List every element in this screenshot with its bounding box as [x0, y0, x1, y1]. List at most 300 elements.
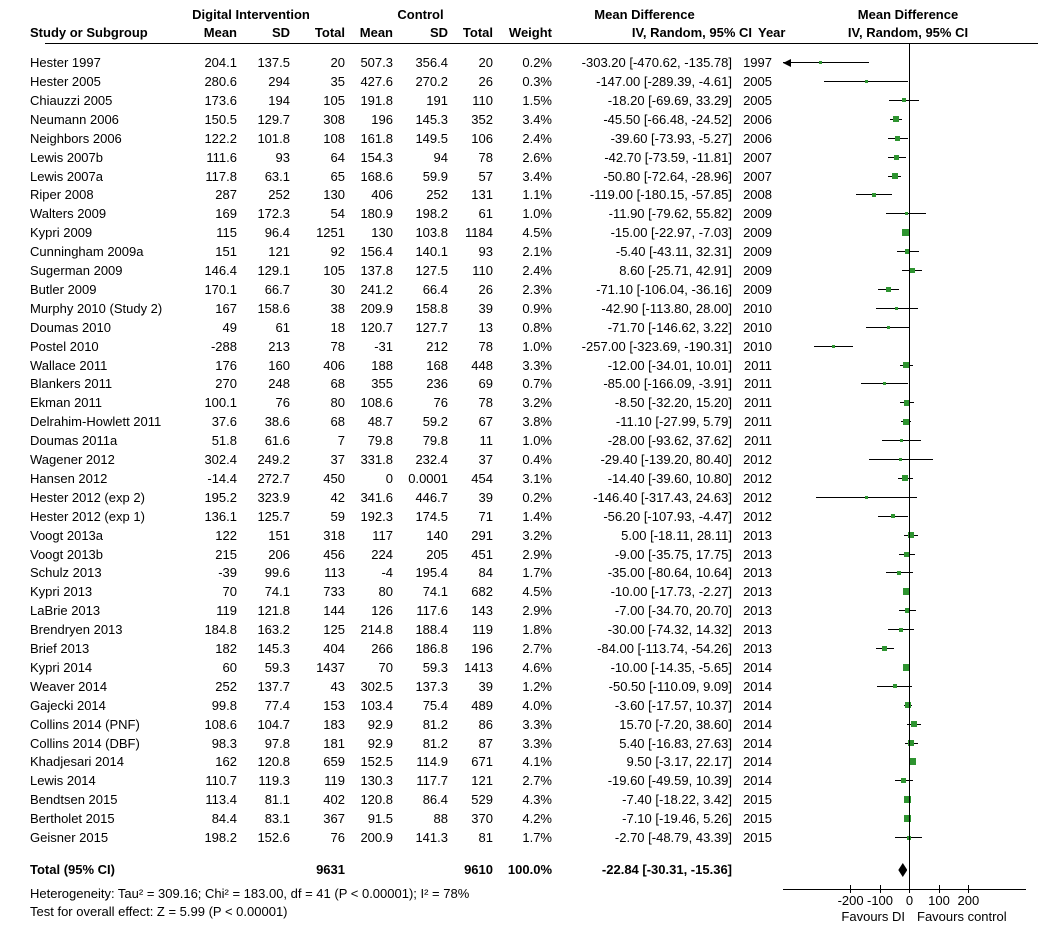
di-total: 54 [330, 206, 345, 222]
ctrl-mean: 137.8 [360, 263, 393, 278]
ctrl-sd: 114.9 [416, 754, 448, 770]
effect-marker [902, 98, 906, 102]
study-name: Neumann 2006 [30, 111, 119, 127]
effect-marker [902, 229, 909, 236]
weight-value: 2.9% [522, 546, 552, 562]
di-sd: 121.8 [257, 603, 290, 619]
year-value: 2007 [743, 149, 772, 165]
ci-text: 15.70 [-7.20, 38.60] [619, 716, 732, 732]
year-value: 2009 [743, 206, 772, 222]
ctrl-total: 671 [471, 754, 493, 770]
di-total: 105 [323, 92, 345, 108]
favours-left-label: Favours DI [841, 909, 905, 924]
table-row [0, 545, 1040, 564]
di-sd: 152.6 [257, 830, 290, 845]
di-total: 113 [324, 565, 345, 581]
di-sd: 66.7 [264, 281, 290, 297]
year-value: 2011 [744, 357, 772, 373]
ci-text: -5.40 [-43.11, 32.31] [615, 244, 732, 260]
study-name: Gajecki 2014 [30, 697, 106, 713]
weight-value: 2.7% [522, 641, 552, 656]
weight-value: 3.8% [522, 414, 552, 430]
ctrl-sd: 75.4 [422, 697, 448, 713]
ctrl-mean: 79.8 [367, 433, 393, 449]
ctrl-sd: 117.7 [416, 773, 448, 789]
ctrl-sd: 76 [433, 395, 448, 411]
year-value: 2009 [743, 225, 772, 241]
year-value: 2011 [744, 414, 772, 430]
ci-text: -18.20 [-69.69, 33.29] [607, 92, 732, 108]
di-sd: 252 [268, 187, 290, 203]
table-row [0, 148, 1040, 167]
di-sd: 61 [275, 319, 290, 335]
ctrl-mean: 152.5 [360, 754, 393, 770]
di-mean: 252 [215, 678, 237, 694]
ctrl-mean: 103.4 [360, 697, 393, 713]
di-total: 35 [330, 74, 345, 89]
ctrl-mean: 406 [371, 187, 393, 203]
di-sd: 145.3 [257, 641, 290, 656]
di-mean: 122 [215, 527, 237, 543]
ctrl-sd: 168 [426, 357, 448, 373]
table-row [0, 828, 1040, 847]
ci-text: 5.00 [-18.11, 28.11] [621, 527, 732, 543]
ctrl-mean: 130.3 [360, 773, 393, 789]
di-mean: 182 [215, 641, 237, 656]
ci-plot-header: IV, Random, 95% CI [847, 25, 969, 40]
di-total: 402 [323, 792, 345, 808]
di-mean: 215 [215, 546, 237, 562]
di-mean: 136.1 [204, 508, 237, 524]
year-value: 2014 [743, 716, 772, 732]
year-value: 2009 [743, 281, 772, 297]
weight-value: 4.1% [522, 754, 552, 770]
ctrl-mean: 108.6 [360, 395, 393, 411]
ctrl-mean: 120.8 [360, 792, 393, 808]
weight-value: 0.2% [522, 489, 552, 505]
table-row [0, 752, 1040, 771]
ctrl-sd: 446.7 [415, 489, 448, 505]
study-name: Brief 2013 [30, 641, 90, 656]
study-name: Postel 2010 [30, 338, 99, 354]
ctrl-total: 489 [471, 697, 493, 713]
year-value: 2015 [743, 811, 772, 827]
di-sd: 99.6 [264, 565, 290, 581]
ctrl-total: 451 [471, 546, 493, 562]
di-mean: 184.8 [204, 622, 237, 638]
di-mean: 204.1 [204, 55, 237, 71]
ctrl-sd: 232.4 [415, 452, 448, 467]
axis-tick [909, 885, 910, 893]
ci-text: -10.00 [-14.35, -5.65] [610, 659, 732, 675]
ci-text: -11.10 [-27.99, 5.79] [615, 414, 732, 430]
di-sd: 104.7 [257, 716, 290, 732]
di-sd: 129.7 [257, 111, 290, 127]
axis-tick-label: -100 [866, 893, 894, 908]
di-mean: 84.4 [211, 811, 237, 827]
table-row [0, 167, 1040, 186]
ctrl-total: 448 [471, 357, 493, 373]
di-mean: 287 [215, 187, 237, 203]
table-row [0, 110, 1040, 129]
year-value: 2007 [743, 168, 772, 184]
study-name: Hansen 2012 [30, 470, 108, 486]
di-total: 80 [330, 395, 345, 411]
ctrl-sd: 59.2 [422, 414, 448, 430]
study-name: Brendryen 2013 [30, 622, 123, 638]
ctrl-total: 81 [478, 830, 493, 845]
ctrl-total: 11 [479, 433, 493, 449]
ctrl-mean: 192.3 [360, 508, 393, 524]
ctrl-total: 61 [478, 206, 493, 222]
weight-header: Weight [508, 25, 552, 40]
year-value: 2013 [743, 565, 772, 581]
ctrl-sd: 86.4 [422, 792, 448, 808]
di-mean: 70 [222, 584, 237, 600]
weight-value: 3.2% [522, 527, 552, 543]
weight-value: 1.0% [522, 338, 552, 354]
year-value: 2010 [743, 338, 772, 354]
ci-text: -119.00 [-180.15, -57.85] [589, 187, 732, 203]
ctrl-total: 291 [471, 527, 493, 543]
di-mean: 115 [216, 225, 237, 241]
year-value: 2012 [743, 489, 772, 505]
di-total: 119 [324, 773, 345, 789]
year-value: 2006 [743, 130, 772, 146]
axis-tick [880, 885, 881, 893]
group2-header: Control [397, 7, 444, 22]
ctrl-mean: 91.5 [367, 811, 393, 827]
ctrl-mean: 180.9 [360, 206, 393, 222]
di-total: 183 [323, 716, 345, 732]
ci-text: -7.10 [-19.46, 5.26] [622, 811, 732, 827]
year-value: 1997 [743, 55, 772, 71]
ctrl-total: 69 [478, 376, 493, 392]
year-value: 2011 [744, 376, 772, 392]
ci-text: -257.00 [-323.69, -190.31] [581, 338, 732, 354]
weight-value: 1.0% [522, 433, 552, 449]
table-row [0, 412, 1040, 431]
ctrl-mean: -4 [381, 565, 393, 581]
weight-value: 3.3% [522, 357, 552, 373]
ctrl-mean: 117 [372, 527, 393, 543]
ctrl-mean: 209.9 [360, 300, 393, 316]
weight-value: 3.4% [522, 168, 552, 184]
di-mean: 280.6 [204, 74, 237, 89]
year-value: 2015 [743, 830, 772, 845]
header-separator [45, 43, 1038, 44]
di-sd: 38.6 [264, 414, 290, 430]
ctrl-sd: 141.3 [415, 830, 448, 845]
ci-text: -19.60 [-49.59, 10.39] [607, 773, 732, 789]
group1-header: Digital Intervention [192, 7, 310, 22]
table-row [0, 393, 1040, 412]
di-sd: 97.8 [264, 735, 290, 751]
di-sd: 96.4 [264, 225, 290, 241]
ci-text: -85.00 [-166.09, -3.91] [603, 376, 732, 392]
ctrl-total: 106 [471, 130, 493, 146]
overall-effect-text: Test for overall effect: Z = 5.99 (P < 0.00001) [30, 904, 288, 919]
di-mean: 49 [222, 319, 237, 335]
ci-text: -50.50 [-110.09, 9.09] [608, 678, 732, 694]
di-sd: 59.3 [264, 659, 290, 675]
study-name: Walters 2009 [30, 206, 107, 222]
di-mean: 108.6 [204, 716, 237, 732]
effect-marker [832, 345, 835, 348]
year-value: 2012 [743, 452, 772, 467]
di-mean: 113.4 [205, 792, 237, 808]
di-sd-header: SD [271, 25, 290, 40]
di-mean: 176 [215, 357, 237, 373]
study-name: Delrahim-Howlett 2011 [30, 414, 162, 430]
ci-text: -12.00 [-34.01, 10.01] [607, 357, 732, 373]
ctrl-sd: 186.8 [415, 641, 448, 656]
di-mean: -39 [218, 565, 237, 581]
ctrl-sd: 356.4 [415, 55, 448, 71]
ctrl-sd: 66.4 [422, 281, 448, 297]
ci-text-header: IV, Random, 95% CI [631, 25, 752, 40]
di-sd: 160 [268, 357, 290, 373]
study-name: Lewis 2007a [30, 168, 103, 184]
ctrl-sd: 0.0001 [408, 470, 448, 486]
year-value: 2005 [743, 74, 772, 89]
weight-value: 4.0% [522, 697, 552, 713]
weight-value: 3.4% [522, 111, 552, 127]
weight-value: 1.4% [522, 508, 552, 524]
effect-marker [819, 61, 822, 64]
table-row [0, 601, 1040, 620]
year-value: 2014 [743, 659, 772, 675]
ci-text: -35.00 [-80.64, 10.64] [607, 565, 732, 581]
di-total: 450 [323, 470, 345, 486]
di-sd: 74.1 [264, 584, 290, 600]
ci-text: -3.60 [-17.57, 10.37] [614, 697, 732, 713]
study-name: Neighbors 2006 [30, 130, 122, 146]
year-value: 2010 [743, 300, 772, 316]
effect-marker [872, 193, 876, 197]
axis-tick-label: -200 [837, 893, 864, 908]
di-total: 456 [323, 546, 345, 562]
di-total: 78 [330, 338, 345, 354]
ctrl-total: 682 [471, 584, 493, 600]
weight-value: 1.8% [522, 622, 552, 638]
ci-text: -147.00 [-289.39, -4.61] [596, 74, 732, 89]
ci-text: -84.00 [-113.74, -54.26] [597, 641, 732, 656]
weight-value: 4.3% [522, 792, 552, 808]
ci-text: -42.70 [-73.59, -11.81] [604, 149, 732, 165]
di-total: 144 [323, 603, 345, 619]
di-total: 153 [323, 697, 345, 713]
effect-marker [886, 287, 891, 292]
weight-value: 0.9% [522, 300, 552, 316]
ci-text: -11.90 [-79.62, 55.82] [608, 206, 732, 222]
ctrl-total: 20 [478, 55, 493, 71]
weight-value: 2.7% [522, 773, 552, 789]
ctrl-sd: 137.3 [415, 678, 448, 694]
study-name: Hester 2012 (exp 1) [30, 508, 145, 524]
effect-marker [883, 382, 886, 385]
axis-tick-label: 100 [928, 893, 950, 908]
di-sd: 163.2 [257, 622, 290, 638]
study-name: Sugerman 2009 [30, 263, 123, 278]
effect-marker [901, 778, 906, 783]
table-row [0, 715, 1040, 734]
study-name: LaBrie 2013 [30, 603, 101, 619]
di-sd: 120.8 [257, 754, 290, 770]
ctrl-sd: 252 [426, 187, 448, 203]
weight-value: 3.2% [522, 395, 552, 411]
study-name: Hester 2005 [30, 74, 101, 89]
study-name: Collins 2014 (PNF) [30, 716, 140, 732]
di-total: 30 [330, 281, 345, 297]
di-sd: 119.3 [258, 773, 290, 789]
di-total: 92 [330, 244, 345, 260]
di-sd: 137.5 [257, 55, 290, 71]
ctrl-mean-header: Mean [359, 25, 393, 40]
weight-value: 4.6% [522, 659, 552, 675]
ctrl-mean: 200.9 [360, 830, 393, 845]
ctrl-mean: 92.9 [367, 716, 393, 732]
di-total: 37 [330, 452, 345, 467]
year-value: 2014 [743, 754, 772, 770]
effect-marker [895, 136, 900, 141]
ctrl-mean: 302.5 [360, 678, 393, 694]
effect-marker [892, 173, 898, 179]
study-name: Ekman 2011 [30, 395, 103, 411]
ctrl-sd-header: SD [429, 25, 448, 40]
ctrl-mean: -31 [374, 338, 393, 354]
di-sd: 137.7 [257, 678, 290, 694]
ctrl-sd: 270.2 [415, 74, 448, 89]
ctrl-sd: 174.5 [415, 508, 448, 524]
year-value: 2011 [744, 433, 772, 449]
ctrl-mean: 196 [371, 111, 393, 127]
effect-marker [891, 514, 895, 518]
study-name: Bertholet 2015 [30, 811, 115, 827]
ci-text: -7.00 [-34.70, 20.70] [614, 603, 732, 619]
di-total: 7 [337, 433, 345, 449]
ctrl-sd: 205 [426, 546, 448, 562]
di-mean: 170.1 [204, 281, 237, 297]
table-row [0, 734, 1040, 753]
ctrl-sd: 191 [426, 92, 448, 108]
ctrl-total: 1413 [464, 659, 493, 675]
di-total: 59 [330, 508, 345, 524]
year-value: 2005 [743, 92, 772, 108]
ci-text: -8.50 [-32.20, 15.20] [614, 395, 732, 411]
ctrl-mean: 48.7 [367, 414, 393, 430]
effect-marker [882, 646, 887, 651]
year-value: 2012 [743, 470, 772, 486]
di-total-header: Total [314, 25, 345, 40]
ctrl-total: 78 [478, 395, 493, 411]
ctrl-total: 93 [478, 244, 493, 260]
ctrl-mean: 224 [371, 546, 393, 562]
weight-value: 0.3% [522, 74, 552, 89]
table-row [0, 223, 1040, 242]
ctrl-total: 26 [478, 281, 493, 297]
ctrl-total: 1184 [465, 225, 493, 241]
di-total: 42 [330, 489, 345, 505]
di-total: 108 [323, 130, 345, 146]
effect-marker [865, 496, 868, 499]
di-mean: 150.5 [204, 111, 237, 127]
ctrl-mean: 266 [371, 641, 393, 656]
year-value: 2013 [743, 641, 772, 656]
weight-value: 2.3% [522, 281, 552, 297]
study-name: Weaver 2014 [30, 678, 108, 694]
total-ci-text: -22.84 [-30.31, -15.36] [601, 862, 732, 877]
di-sd: 248 [268, 376, 290, 392]
ci-text: -14.40 [-39.60, 10.80] [607, 470, 732, 486]
di-sd: 125.7 [257, 508, 290, 524]
di-mean: 99.8 [211, 697, 237, 713]
study-name: Doumas 2010 [30, 319, 111, 335]
ctrl-total-header: Total [462, 25, 493, 40]
study-name: Murphy 2010 (Study 2) [30, 300, 163, 316]
di-total: 68 [330, 376, 345, 392]
di-sd: 77.4 [264, 697, 290, 713]
ctrl-mean: 168.6 [360, 168, 393, 184]
year-value: 2012 [743, 508, 772, 524]
ctrl-sd: 59.3 [422, 659, 448, 675]
di-total: 130 [323, 187, 345, 203]
axis-tick [850, 885, 851, 893]
di-mean: 198.2 [204, 830, 237, 845]
ctrl-mean: 154.3 [360, 149, 393, 165]
study-name: Riper 2008 [30, 187, 94, 203]
x-axis [783, 889, 1026, 890]
di-total: 20 [330, 55, 345, 71]
year-value: 2014 [743, 678, 772, 694]
ctrl-mean: 126 [371, 603, 393, 619]
ci-text: 9.50 [-3.17, 22.17] [626, 754, 732, 770]
ctrl-total: 143 [471, 603, 493, 619]
ctrl-total: 13 [478, 319, 493, 335]
year-value: 2014 [743, 697, 772, 713]
ctrl-total: 87 [478, 735, 493, 751]
di-total: 318 [323, 527, 345, 543]
study-name: Schulz 2013 [30, 565, 102, 581]
di-total: 38 [330, 300, 345, 316]
table-row [0, 356, 1040, 375]
ctrl-sd: 127.5 [415, 263, 448, 278]
table-row [0, 261, 1040, 280]
ctrl-total: 37 [478, 452, 493, 467]
ctrl-mean: 188 [371, 357, 393, 373]
study-name: Wallace 2011 [30, 357, 108, 373]
study-name: Kypri 2014 [30, 659, 93, 675]
ctrl-mean: 0 [385, 470, 393, 486]
di-total: 68 [330, 414, 345, 430]
effect-marker [899, 458, 902, 461]
ctrl-mean: 507.3 [360, 55, 393, 71]
ctrl-total: 119 [472, 622, 493, 638]
ctrl-mean: 161.8 [360, 130, 393, 146]
di-sd: 272.7 [257, 470, 290, 486]
year-value: 2013 [743, 603, 772, 619]
di-mean: 195.2 [204, 489, 237, 505]
ctrl-total: 352 [471, 111, 493, 127]
di-total: 406 [323, 357, 345, 373]
study-name: Hester 2012 (exp 2) [30, 489, 145, 505]
table-row [0, 91, 1040, 110]
di-mean: 51.8 [211, 433, 237, 449]
heterogeneity-text: Heterogeneity: Tau² = 309.16; Chi² = 183.00, df = 41 (P < 0.00001); I² = 78% [30, 886, 470, 901]
ctrl-sd: 236 [426, 376, 448, 392]
ci-text: -146.40 [-317.43, 24.63] [593, 489, 732, 505]
favours-right-label: Favours control [917, 909, 1007, 924]
